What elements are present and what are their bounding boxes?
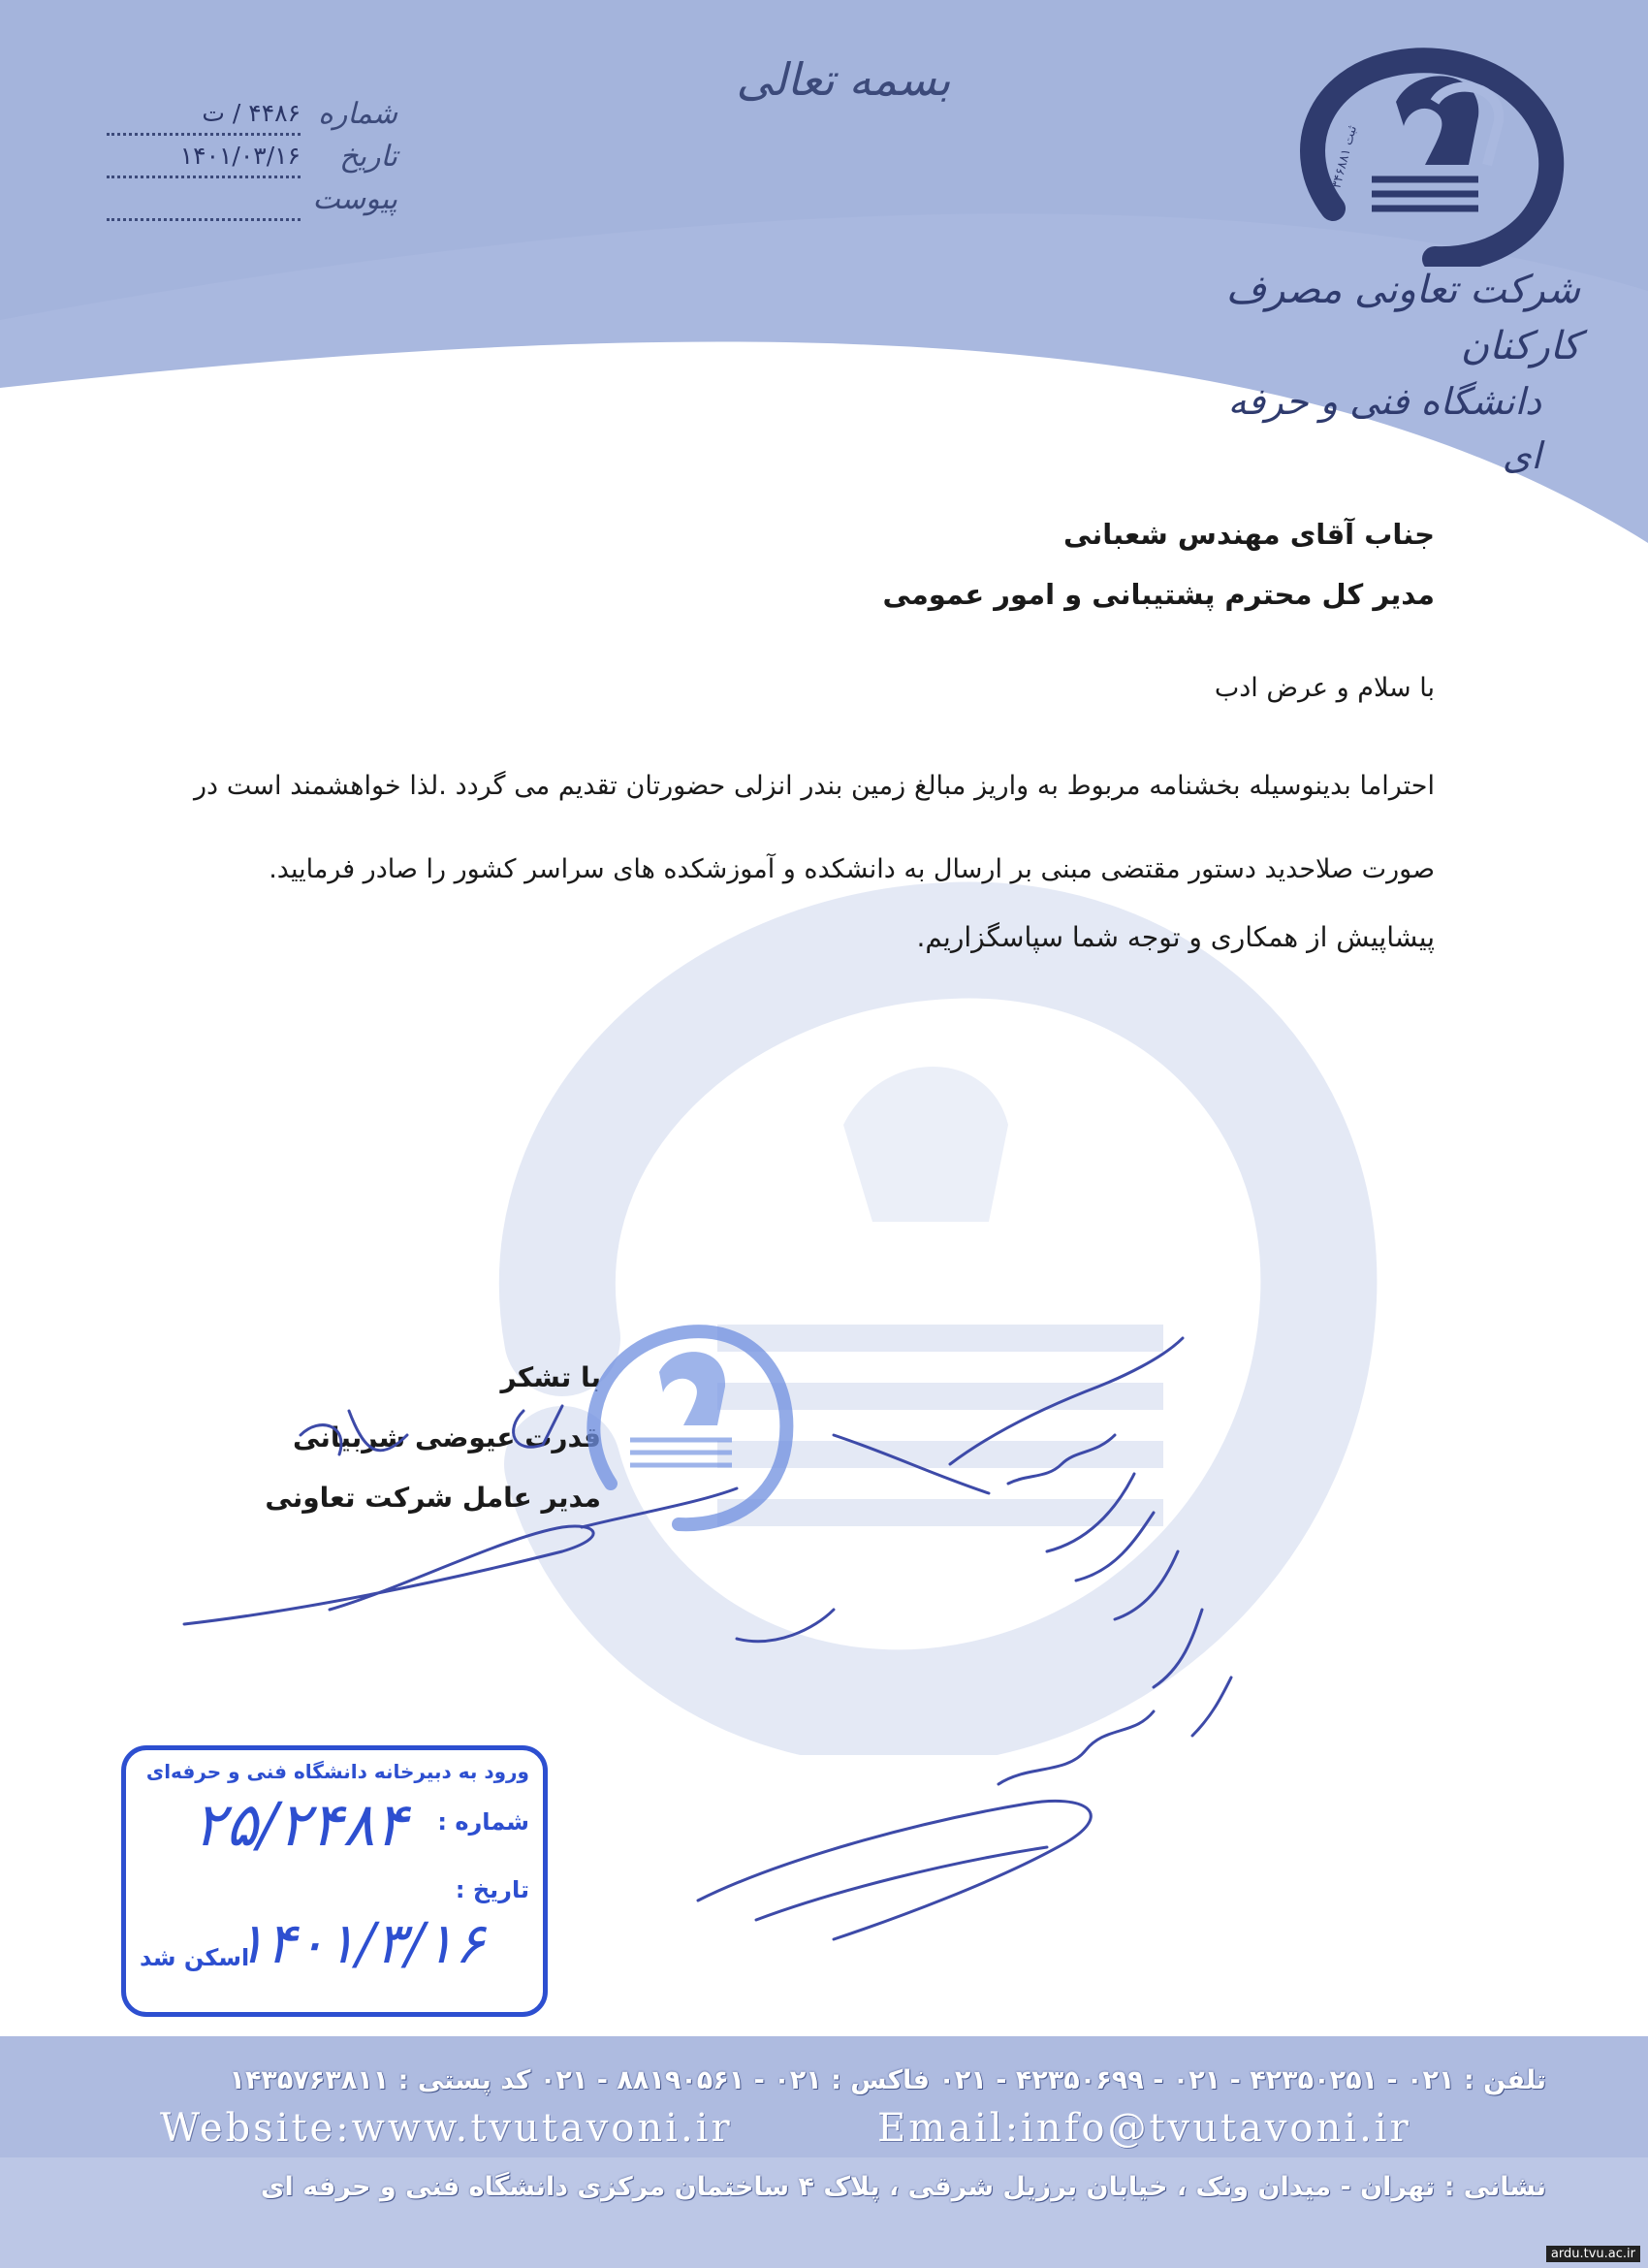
signature-thanks: با تشکر	[500, 1361, 601, 1393]
greeting: با سلام و عرض ادب	[1214, 673, 1435, 703]
ref-date-label: تاریخ	[339, 140, 397, 174]
ref-attachment-label: پیوست	[312, 182, 397, 216]
company-name-line1: شرکت تعاونی مصرف کارکنان	[1225, 268, 1580, 368]
ref-number-value: ۴۴۸۶ / ت	[202, 99, 301, 127]
ref-dotted-line	[107, 176, 301, 178]
company-name	[1192, 262, 1580, 483]
company-logo-icon	[1280, 44, 1570, 267]
receipt-date: ۱۴۰۱/۳/۱۶	[235, 1910, 485, 1976]
receipt-date-label: تاریخ :	[455, 1876, 529, 1903]
signatory-name: قدرت عیوضی شربیانی	[292, 1421, 601, 1453]
footer-address: نشانی : تهران - میدان ونک ، خیابان برزیل شرقی ، پلاک ۴ ساختمان مرکزی دانشگاه فنی و حرفه ای	[260, 2172, 1546, 2202]
addressee-title: مدیر کل محترم پشتیبانی و امور عمومی	[882, 578, 1435, 611]
signatory-position: مدیر عامل شرکت تعاونی	[265, 1482, 601, 1514]
closing-line: پیشاپیش از همکاری و توجه شما سپاسگزاریم.	[916, 921, 1435, 953]
addressee-name: جناب آقای مهندس شعبانی	[1062, 518, 1435, 551]
scanned-label: اسکن شد	[140, 1944, 250, 1971]
receipt-stamp-title: ورود به دبیرخانه دانشگاه فنی و حرفه‌ای	[145, 1760, 529, 1783]
footer-contact-numbers: تلفن : ۰۲۱ - ۴۲۳۵۰۲۵۱ - ۰۲۱ - ۴۲۳۵۰۶۹۹ - ۰۲۱ فاکس : ۰۲۱ - ۸۸۱۹۰۵۶۱ - ۰۲۱ کد پستی : ۱۴۳۵۷۶۳۸۱۱	[229, 2065, 1546, 2095]
letterhead-footer	[0, 2036, 1648, 2268]
ref-date-value: ۱۴۰۱/۰۳/۱۶	[179, 142, 301, 170]
footer-website: Website:www.tvutavoni.ir	[160, 2106, 733, 2151]
ref-dotted-line	[107, 133, 301, 136]
receipt-number: ۲۵/۲۴۸۴	[193, 1789, 407, 1860]
logo-registration-text: ثبت ۳۴۶۸۸۱	[1329, 124, 1361, 191]
company-name-line2: دانشگاه فنی و حرفه ای	[1227, 380, 1541, 477]
reference-block	[107, 97, 397, 225]
corner-site-tag: ardu.tvu.ac.ir	[1546, 2246, 1640, 2262]
ref-date-row	[107, 140, 397, 182]
ref-number-label: شماره	[318, 97, 397, 131]
footer-email: Email:info@tvutavoni.ir	[877, 2106, 1411, 2151]
ref-dotted-line	[107, 218, 301, 221]
ref-number-row	[107, 97, 397, 140]
receipt-number-label: شماره :	[437, 1808, 529, 1836]
letter-body	[194, 504, 1435, 953]
ref-attachment-row	[107, 182, 397, 225]
bismillah-heading: بسمه تعالی	[736, 53, 951, 106]
letter-paragraph: احتراما بدینوسیله بخشنامه مربوط به واریز مبالغ زمین بندر انزلی حضورتان تقدیم می گردد .لذا خواهشمند است در صورت صلاحدید دستور مقتضی مبنی بر ارسال به دانشکده و آموزشکده های سراسر کشور را صادر فرمایید.	[194, 771, 1435, 884]
secretariat-receipt-stamp	[121, 1745, 548, 2017]
